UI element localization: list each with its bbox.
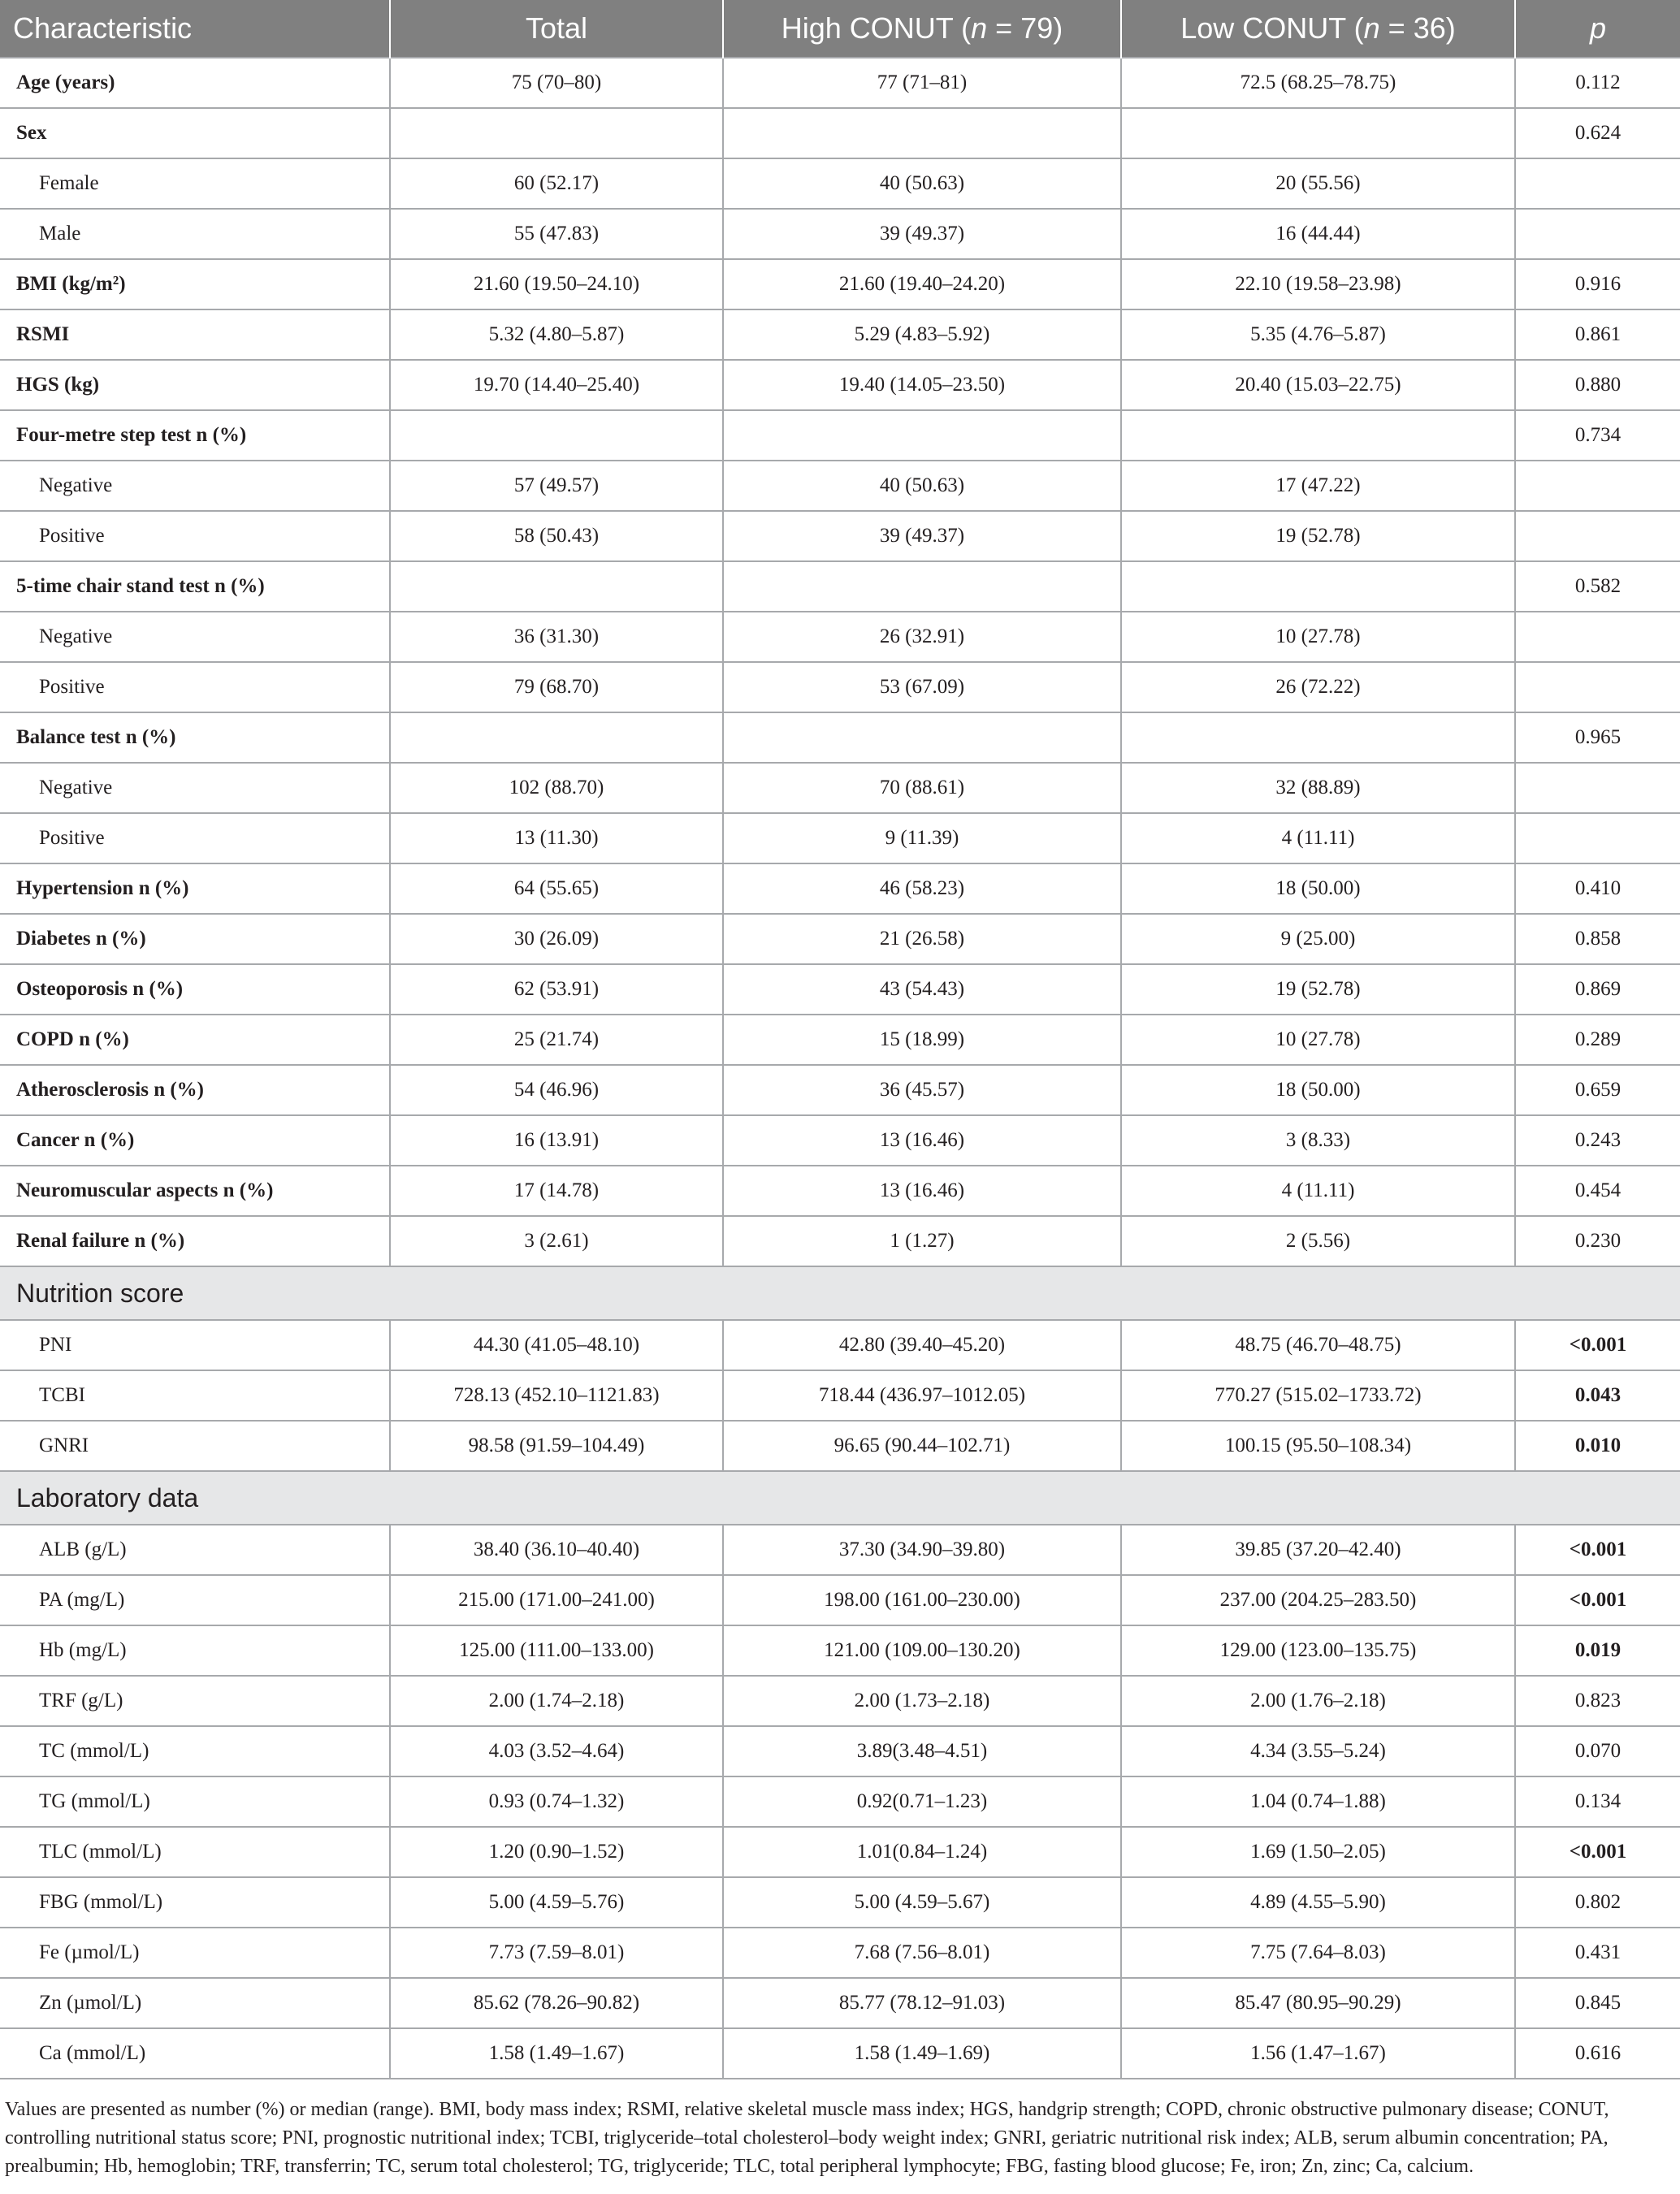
- low-conut-cell: 19 (52.78): [1121, 511, 1515, 561]
- row-label: Female: [0, 158, 390, 209]
- row-label: Negative: [0, 763, 390, 813]
- total-cell: 75 (70–80): [390, 58, 723, 108]
- low-conut-cell: 129.00 (123.00–135.75): [1121, 1625, 1515, 1676]
- total-cell: [390, 712, 723, 763]
- p-value-cell: 0.043: [1515, 1370, 1680, 1421]
- low-conut-cell: 4.89 (4.55–5.90): [1121, 1877, 1515, 1928]
- total-cell: 21.60 (19.50–24.10): [390, 259, 723, 309]
- table-row: [0, 2028, 1680, 2079]
- low-conut-cell: 72.5 (68.25–78.75): [1121, 58, 1515, 108]
- p-value-cell: 0.916: [1515, 259, 1680, 309]
- p-value-cell: 0.431: [1515, 1928, 1680, 1978]
- table-row: [0, 763, 1680, 813]
- total-cell: 0.93 (0.74–1.32): [390, 1776, 723, 1827]
- p-value-cell: [1515, 461, 1680, 511]
- low-conut-cell: [1121, 410, 1515, 461]
- low-conut-cell: 39.85 (37.20–42.40): [1121, 1525, 1515, 1575]
- header-low-suffix: = 36): [1379, 11, 1456, 45]
- high-conut-cell: 198.00 (161.00–230.00): [723, 1575, 1121, 1625]
- low-conut-cell: 19 (52.78): [1121, 964, 1515, 1015]
- row-label: Hypertension n (%): [0, 863, 390, 914]
- total-cell: 79 (68.70): [390, 662, 723, 712]
- low-conut-cell: 10 (27.78): [1121, 612, 1515, 662]
- row-label: Age (years): [0, 58, 390, 108]
- high-conut-cell: 13 (16.46): [723, 1115, 1121, 1166]
- row-label: GNRI: [0, 1421, 390, 1471]
- p-value-cell: [1515, 158, 1680, 209]
- table-row: [0, 1320, 1680, 1370]
- row-label: Positive: [0, 813, 390, 863]
- row-label: Positive: [0, 662, 390, 712]
- high-conut-cell: 46 (58.23): [723, 863, 1121, 914]
- low-conut-cell: 18 (50.00): [1121, 863, 1515, 914]
- total-cell: 4.03 (3.52–4.64): [390, 1726, 723, 1776]
- total-cell: 54 (46.96): [390, 1065, 723, 1115]
- p-value-cell: [1515, 612, 1680, 662]
- table-row: [0, 964, 1680, 1015]
- row-label: TLC (mmol/L): [0, 1827, 390, 1877]
- high-conut-cell: [723, 410, 1121, 461]
- low-conut-cell: 237.00 (204.25–283.50): [1121, 1575, 1515, 1625]
- row-label: Ca (mmol/L): [0, 2028, 390, 2079]
- p-value-cell: 0.616: [1515, 2028, 1680, 2079]
- high-conut-cell: 1 (1.27): [723, 1216, 1121, 1266]
- total-cell: 7.73 (7.59–8.01): [390, 1928, 723, 1978]
- row-label: Male: [0, 209, 390, 259]
- p-value-cell: 0.880: [1515, 360, 1680, 410]
- total-cell: 58 (50.43): [390, 511, 723, 561]
- table-body: [0, 58, 1680, 2079]
- row-label: BMI (kg/m²): [0, 259, 390, 309]
- high-conut-cell: 26 (32.91): [723, 612, 1121, 662]
- p-value-cell: 0.659: [1515, 1065, 1680, 1115]
- p-value-cell: <0.001: [1515, 1575, 1680, 1625]
- header-low-prefix: Low CONUT (: [1180, 11, 1364, 45]
- table-row: [0, 1115, 1680, 1166]
- high-conut-cell: 77 (71–81): [723, 58, 1121, 108]
- high-conut-cell: 1.58 (1.49–1.69): [723, 2028, 1121, 2079]
- row-label: RSMI: [0, 309, 390, 360]
- p-value-cell: 0.112: [1515, 58, 1680, 108]
- low-conut-cell: 2 (5.56): [1121, 1216, 1515, 1266]
- table-footnote: Values are presented as number (%) or median (range). BMI, body mass index; RSMI, relative skeletal muscle mass index; HGS, handgrip strength; COPD, chronic obstructive pulmonary disease; CONUT, controlling nutritional status score; PNI, prognostic nutritional index; TCBI, triglyceride–total cholesterol–body weight index; GNRI, geriatric nutritional risk index; ALB, serum albumin concentration; PA, prealbumin; Hb, hemoglobin; TRF, transferrin; TC, serum total cholesterol; TG, triglyceride; TLC, total peripheral lymphocyte; FBG, fasting blood glucose; Fe, iron; Zn, zinc; Ca, calcium.: [5, 2099, 1609, 2177]
- p-value-cell: [1515, 511, 1680, 561]
- total-cell: 55 (47.83): [390, 209, 723, 259]
- total-cell: 36 (31.30): [390, 612, 723, 662]
- high-conut-cell: 2.00 (1.73–2.18): [723, 1676, 1121, 1726]
- total-cell: 102 (88.70): [390, 763, 723, 813]
- p-value-cell: 0.823: [1515, 1676, 1680, 1726]
- low-conut-cell: 10 (27.78): [1121, 1015, 1515, 1065]
- table-row: [0, 309, 1680, 360]
- p-value-cell: <0.001: [1515, 1525, 1680, 1575]
- header-low-n: n: [1363, 11, 1380, 45]
- table-row: [0, 1421, 1680, 1471]
- section-title: Nutrition score: [0, 1266, 1680, 1320]
- low-conut-cell: 7.75 (7.64–8.03): [1121, 1928, 1515, 1978]
- low-conut-cell: 4 (11.11): [1121, 813, 1515, 863]
- high-conut-cell: 40 (50.63): [723, 158, 1121, 209]
- p-value-cell: 0.230: [1515, 1216, 1680, 1266]
- high-conut-cell: 40 (50.63): [723, 461, 1121, 511]
- row-label: ALB (g/L): [0, 1525, 390, 1575]
- section-title: Laboratory data: [0, 1471, 1680, 1525]
- total-cell: 62 (53.91): [390, 964, 723, 1015]
- header-characteristic: Characteristic: [0, 0, 390, 58]
- row-label: FBG (mmol/L): [0, 1877, 390, 1928]
- row-label: PNI: [0, 1320, 390, 1370]
- p-value-cell: 0.582: [1515, 561, 1680, 612]
- high-conut-cell: 39 (49.37): [723, 511, 1121, 561]
- high-conut-cell: [723, 108, 1121, 158]
- high-conut-cell: 70 (88.61): [723, 763, 1121, 813]
- row-label: TG (mmol/L): [0, 1776, 390, 1827]
- total-cell: 17 (14.78): [390, 1166, 723, 1216]
- low-conut-cell: 16 (44.44): [1121, 209, 1515, 259]
- low-conut-cell: 17 (47.22): [1121, 461, 1515, 511]
- header-p-label: p: [1589, 11, 1607, 45]
- low-conut-cell: 20 (55.56): [1121, 158, 1515, 209]
- header-total: Total: [390, 0, 723, 58]
- row-label: Negative: [0, 612, 390, 662]
- high-conut-cell: 121.00 (109.00–130.20): [723, 1625, 1121, 1676]
- total-cell: 125.00 (111.00–133.00): [390, 1625, 723, 1676]
- table-row: [0, 1978, 1680, 2028]
- table-row: [0, 259, 1680, 309]
- p-value-cell: 0.965: [1515, 712, 1680, 763]
- p-value-cell: 0.624: [1515, 108, 1680, 158]
- row-label: Cancer n (%): [0, 1115, 390, 1166]
- table-row: [0, 360, 1680, 410]
- low-conut-cell: 48.75 (46.70–48.75): [1121, 1320, 1515, 1370]
- high-conut-cell: 21.60 (19.40–24.20): [723, 259, 1121, 309]
- p-value-cell: [1515, 662, 1680, 712]
- high-conut-cell: 718.44 (436.97–1012.05): [723, 1370, 1121, 1421]
- p-value-cell: 0.858: [1515, 914, 1680, 964]
- table-row: [0, 511, 1680, 561]
- total-cell: 57 (49.57): [390, 461, 723, 511]
- high-conut-cell: 85.77 (78.12–91.03): [723, 1978, 1121, 2028]
- high-conut-cell: 7.68 (7.56–8.01): [723, 1928, 1121, 1978]
- table-row: [0, 1877, 1680, 1928]
- table-row: [0, 209, 1680, 259]
- high-conut-cell: 19.40 (14.05–23.50): [723, 360, 1121, 410]
- row-label: Four-metre step test n (%): [0, 410, 390, 461]
- row-label: Hb (mg/L): [0, 1625, 390, 1676]
- row-label: HGS (kg): [0, 360, 390, 410]
- table-row: [0, 1827, 1680, 1877]
- table-row: [0, 1065, 1680, 1115]
- row-label: Osteoporosis n (%): [0, 964, 390, 1015]
- table-row: [0, 158, 1680, 209]
- p-value-cell: 0.289: [1515, 1015, 1680, 1065]
- total-cell: 64 (55.65): [390, 863, 723, 914]
- p-value-cell: 0.019: [1515, 1625, 1680, 1676]
- high-conut-cell: [723, 712, 1121, 763]
- low-conut-cell: 22.10 (19.58–23.98): [1121, 259, 1515, 309]
- table-row: [0, 561, 1680, 612]
- low-conut-cell: 2.00 (1.76–2.18): [1121, 1676, 1515, 1726]
- section-row: [0, 1266, 1680, 1320]
- table-row: [0, 1525, 1680, 1575]
- header-p-value: [1515, 0, 1680, 58]
- total-cell: 3 (2.61): [390, 1216, 723, 1266]
- section-row: [0, 1471, 1680, 1525]
- total-cell: 1.58 (1.49–1.67): [390, 2028, 723, 2079]
- header-high-prefix: High CONUT (: [781, 11, 972, 45]
- row-label: Balance test n (%): [0, 712, 390, 763]
- high-conut-cell: 3.89(3.48–4.51): [723, 1726, 1121, 1776]
- table-row: [0, 1928, 1680, 1978]
- row-label: Fe (µmol/L): [0, 1928, 390, 1978]
- row-label: Sex: [0, 108, 390, 158]
- high-conut-cell: 5.29 (4.83–5.92): [723, 309, 1121, 360]
- table-row: [0, 1166, 1680, 1216]
- row-label: TRF (g/L): [0, 1676, 390, 1726]
- high-conut-cell: 96.65 (90.44–102.71): [723, 1421, 1121, 1471]
- p-value-cell: 0.410: [1515, 863, 1680, 914]
- row-label: COPD n (%): [0, 1015, 390, 1065]
- header-row: [0, 0, 1680, 58]
- high-conut-cell: 0.92(0.71–1.23): [723, 1776, 1121, 1827]
- low-conut-cell: 18 (50.00): [1121, 1065, 1515, 1115]
- total-cell: 19.70 (14.40–25.40): [390, 360, 723, 410]
- low-conut-cell: 100.15 (95.50–108.34): [1121, 1421, 1515, 1471]
- row-label: Positive: [0, 511, 390, 561]
- header-high-conut: [723, 0, 1121, 58]
- p-value-cell: 0.070: [1515, 1726, 1680, 1776]
- total-cell: 13 (11.30): [390, 813, 723, 863]
- total-cell: 215.00 (171.00–241.00): [390, 1575, 723, 1625]
- p-value-cell: <0.001: [1515, 1320, 1680, 1370]
- low-conut-cell: 770.27 (515.02–1733.72): [1121, 1370, 1515, 1421]
- low-conut-cell: 3 (8.33): [1121, 1115, 1515, 1166]
- high-conut-cell: 42.80 (39.40–45.20): [723, 1320, 1121, 1370]
- table-row: [0, 1015, 1680, 1065]
- total-cell: [390, 410, 723, 461]
- table-row: [0, 58, 1680, 108]
- high-conut-cell: 21 (26.58): [723, 914, 1121, 964]
- p-value-cell: 0.243: [1515, 1115, 1680, 1166]
- total-cell: 60 (52.17): [390, 158, 723, 209]
- total-cell: 1.20 (0.90–1.52): [390, 1827, 723, 1877]
- header-low-conut: [1121, 0, 1515, 58]
- row-label: Atherosclerosis n (%): [0, 1065, 390, 1115]
- high-conut-cell: 53 (67.09): [723, 662, 1121, 712]
- high-conut-cell: 36 (45.57): [723, 1065, 1121, 1115]
- row-label: TC (mmol/L): [0, 1726, 390, 1776]
- low-conut-cell: [1121, 712, 1515, 763]
- high-conut-cell: 39 (49.37): [723, 209, 1121, 259]
- low-conut-cell: 1.69 (1.50–2.05): [1121, 1827, 1515, 1877]
- table-row: [0, 914, 1680, 964]
- total-cell: 5.00 (4.59–5.76): [390, 1877, 723, 1928]
- p-value-cell: [1515, 209, 1680, 259]
- table-row: [0, 410, 1680, 461]
- low-conut-cell: 4 (11.11): [1121, 1166, 1515, 1216]
- row-label: Negative: [0, 461, 390, 511]
- table-row: [0, 863, 1680, 914]
- high-conut-cell: 37.30 (34.90–39.80): [723, 1525, 1121, 1575]
- table-row: [0, 1726, 1680, 1776]
- row-label: Renal failure n (%): [0, 1216, 390, 1266]
- total-cell: [390, 561, 723, 612]
- p-value-cell: 0.734: [1515, 410, 1680, 461]
- low-conut-cell: 9 (25.00): [1121, 914, 1515, 964]
- total-cell: 85.62 (78.26–90.82): [390, 1978, 723, 2028]
- total-cell: 728.13 (452.10–1121.83): [390, 1370, 723, 1421]
- table-row: [0, 1625, 1680, 1676]
- p-value-cell: [1515, 763, 1680, 813]
- high-conut-cell: [723, 561, 1121, 612]
- high-conut-cell: 13 (16.46): [723, 1166, 1121, 1216]
- p-value-cell: 0.845: [1515, 1978, 1680, 2028]
- row-label: Diabetes n (%): [0, 914, 390, 964]
- row-label: Zn (µmol/L): [0, 1978, 390, 2028]
- header-high-suffix: = 79): [987, 11, 1063, 45]
- table-row: [0, 1776, 1680, 1827]
- low-conut-cell: 5.35 (4.76–5.87): [1121, 309, 1515, 360]
- row-label: PA (mg/L): [0, 1575, 390, 1625]
- total-cell: 98.58 (91.59–104.49): [390, 1421, 723, 1471]
- row-label: TCBI: [0, 1370, 390, 1421]
- low-conut-cell: 1.56 (1.47–1.67): [1121, 2028, 1515, 2079]
- total-cell: 44.30 (41.05–48.10): [390, 1320, 723, 1370]
- total-cell: 2.00 (1.74–2.18): [390, 1676, 723, 1726]
- high-conut-cell: 5.00 (4.59–5.67): [723, 1877, 1121, 1928]
- total-cell: [390, 108, 723, 158]
- total-cell: 30 (26.09): [390, 914, 723, 964]
- p-value-cell: 0.010: [1515, 1421, 1680, 1471]
- table-row: [0, 612, 1680, 662]
- p-value-cell: 0.869: [1515, 964, 1680, 1015]
- table-row: [0, 662, 1680, 712]
- low-conut-cell: [1121, 561, 1515, 612]
- low-conut-cell: 85.47 (80.95–90.29): [1121, 1978, 1515, 2028]
- table-row: [0, 712, 1680, 763]
- low-conut-cell: 32 (88.89): [1121, 763, 1515, 813]
- low-conut-cell: 1.04 (0.74–1.88): [1121, 1776, 1515, 1827]
- total-cell: 16 (13.91): [390, 1115, 723, 1166]
- p-value-cell: <0.001: [1515, 1827, 1680, 1877]
- table-row: [0, 813, 1680, 863]
- low-conut-cell: [1121, 108, 1515, 158]
- table-row: [0, 1676, 1680, 1726]
- p-value-cell: [1515, 813, 1680, 863]
- p-value-cell: 0.802: [1515, 1877, 1680, 1928]
- p-value-cell: 0.454: [1515, 1166, 1680, 1216]
- total-cell: 5.32 (4.80–5.87): [390, 309, 723, 360]
- high-conut-cell: 9 (11.39): [723, 813, 1121, 863]
- row-label: 5-time chair stand test n (%): [0, 561, 390, 612]
- high-conut-cell: 43 (54.43): [723, 964, 1121, 1015]
- p-value-cell: 0.861: [1515, 309, 1680, 360]
- p-value-cell: 0.134: [1515, 1776, 1680, 1827]
- table-row: [0, 461, 1680, 511]
- header-high-n: n: [971, 11, 988, 45]
- table-row: [0, 1216, 1680, 1266]
- high-conut-cell: 15 (18.99): [723, 1015, 1121, 1065]
- total-cell: 38.40 (36.10–40.40): [390, 1525, 723, 1575]
- table-row: [0, 108, 1680, 158]
- low-conut-cell: 4.34 (3.55–5.24): [1121, 1726, 1515, 1776]
- high-conut-cell: 1.01(0.84–1.24): [723, 1827, 1121, 1877]
- low-conut-cell: 26 (72.22): [1121, 662, 1515, 712]
- table-row: [0, 1370, 1680, 1421]
- table-header: [0, 0, 1680, 58]
- table-row: [0, 1575, 1680, 1625]
- row-label: Neuromuscular aspects n (%): [0, 1166, 390, 1216]
- total-cell: 25 (21.74): [390, 1015, 723, 1065]
- low-conut-cell: 20.40 (15.03–22.75): [1121, 360, 1515, 410]
